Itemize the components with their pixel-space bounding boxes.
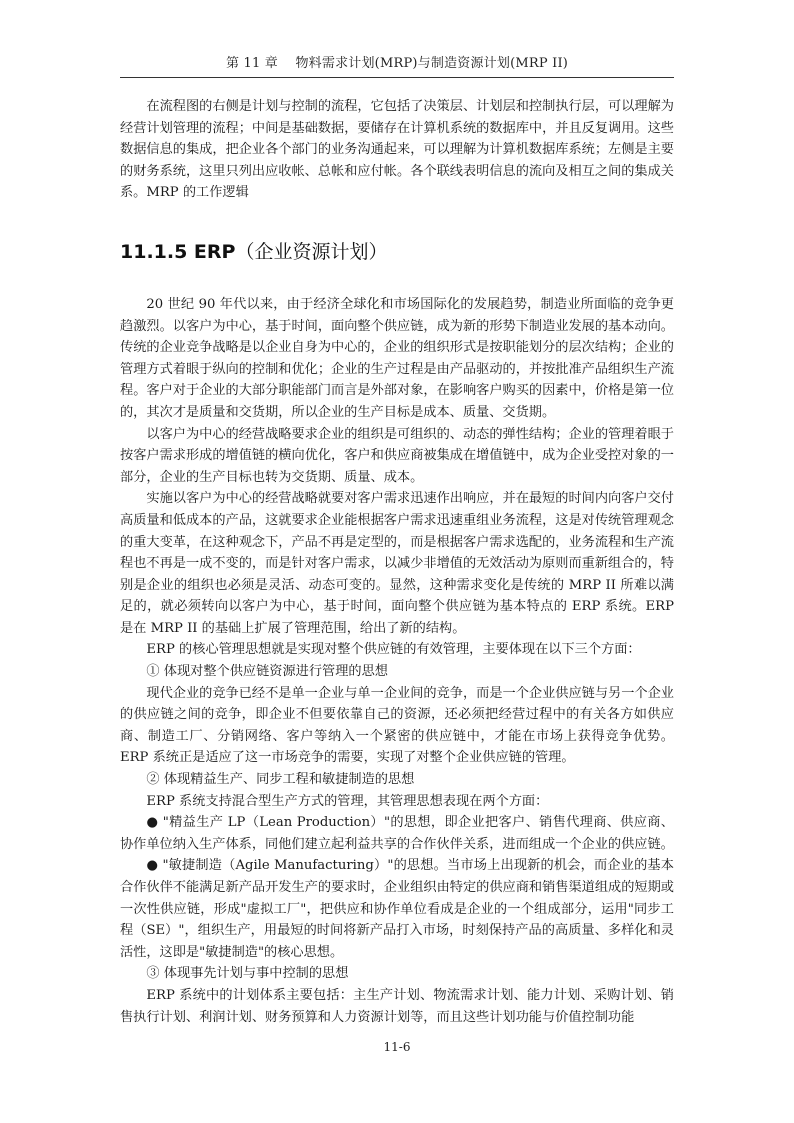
subheading-item-3: ③ 体现事先计划与事中控制的思想 xyxy=(146,966,349,982)
section-number-title: 11.1.5 ERP xyxy=(120,240,236,263)
intro-paragraph: 在流程图的右侧是计划与控制的流程，它包括了决策层、计划层和控制执行层，可以理解为经营计划管理的流程；中间是基础数据，要储存在计算机系统的数据库中，并且反复调用。这些数据信息的集成，把企业各个部门的业务沟通起来，可以理解为计算机数据库系统；左侧是主要的财务系统，这里只列出应收帐、总帐和应付帐。各个联线表明信息的流向及相互之间的集成关系。MRP 的工作逻辑 xyxy=(120,99,674,201)
body-paragraph: 实施以客户为中心的经营战略就要对客户需求迅速作出响应，并在最短的时间内向客户交付高质量和低成本的产品，这就要求企业能根据客户需求迅速重组业务流程，这是对传统管理观念的重大变革，在这种观念下，产品不再是定型的，而是根据客户需求选配的，业务流程和生产流程也不再是一成不变的，而是针对客户需求，以减少非增值的无效活动为原则而重新组合的，特别是企业的组织也必须是灵活、动态可变的。显然，这种需求变化是传统的 MRP II 所难以满足的，就必须转向以客户为中心，基于时间，面向整个供应链为基本特点的 ERP 系统。ERP 是在 MRP II 的基础上扩展了管理范围，给出了新的结构。 xyxy=(120,491,674,636)
page-body xyxy=(120,96,674,1028)
running-header: 第 11 章 物料需求计划(MRP)与制造资源计划(MRP II) xyxy=(225,56,569,71)
body-paragraph: ERP 系统中的计划体系主要包括：主生产计划、物流需求计划、能力计划、采购计划、销售执行计划、利润计划、财务预算和人力资源计划等，而且这些计划功能与价值控制功能 xyxy=(120,987,674,1025)
header-divider xyxy=(120,77,674,78)
body-paragraph: 以客户为中心的经营战略要求企业的组织是可组织的、动态的弹性结构；企业的管理着眼于按客户需求形成的增值链的横向优化，客户和供应商被集成在增值链中，成为企业受控对象的一部分，企业的生产目标也转为交货期、质量、成本。 xyxy=(120,426,674,485)
page-number: 11-6 xyxy=(383,1040,411,1054)
section-heading xyxy=(120,237,674,264)
body-paragraph: ERP 的核心管理思想就是实现对整个供应链的有效管理，主要体现在以下三个方面： xyxy=(146,642,641,658)
body-paragraph: 20 世纪 90 年代以来，由于经济全球化和市场国际化的发展趋势，制造业所面临的竞争更趋激烈。以客户为中心，基于时间，面向整个供应链，成为新的形势下制造业发展的基本动向。传统的企业竞争战略是以企业自身为中心的，企业的组织形式是按职能划分的层次结构；企业的管理方式着眼于纵向的控制和优化；企业的生产过程是由产品驱动的，并按批准产品组织生产流程。客户对于企业的大部分职能部门而言是外部对象，在影响客户购买的因素中，价格是第一位的，其次才是质量和交货期，所以企业的生产目标是成本、质量、交货期。 xyxy=(120,296,674,420)
body-paragraph: 现代企业的竞争已经不是单一企业与单一企业间的竞争，而是一个企业供应链与另一个企业的供应链之间的竞争，即企业不但要依靠自己的资源，还必须把经营过程中的有关各方如供应商、制造工厂、分销网络、客户等纳入一个紧密的供应链中，才能在市场上获得竞争优势。ERP 系统正是适应了这一市场竞争的需要，实现了对整个企业供应链的管理。 xyxy=(120,685,674,766)
section-paren-title: （企业资源计划） xyxy=(235,240,388,263)
bullet-lean-production: ● "精益生产 LP（Lean Production）"的思想，即企业把客户、销售代理商、供应商、协作单位纳入生产体系，同他们建立起利益共享的合作伙伴关系，进而组成一个企业的供应链。 xyxy=(120,815,674,852)
bullet-agile-manufacturing: ● "敏捷制造（Agile Manufacturing）"的思想。当市场上出现新的机会，而企业的基本合作伙伴不能满足新产品开发生产的要求时，企业组织由特定的供应商和销售渠道组成的短期或一次性供应链，形成"虚拟工厂"，把供应和协作单位看成是企业的一个组成部分，运用"同步工程（SE）"，组织生产，用最短的时间将新产品打入市场，时刻保持产品的高质量、多样化和灵活性，这即是"敏捷制造"的核心思想。 xyxy=(120,858,674,960)
subheading-item-2: ② 体现精益生产、同步工程和敏捷制造的思想 xyxy=(146,772,415,788)
subheading-item-1: ① 体现对整个供应链资源进行管理的思想 xyxy=(146,664,388,680)
body-paragraph: ERP 系统支持混合型生产方式的管理，其管理思想表现在两个方面： xyxy=(146,793,549,809)
